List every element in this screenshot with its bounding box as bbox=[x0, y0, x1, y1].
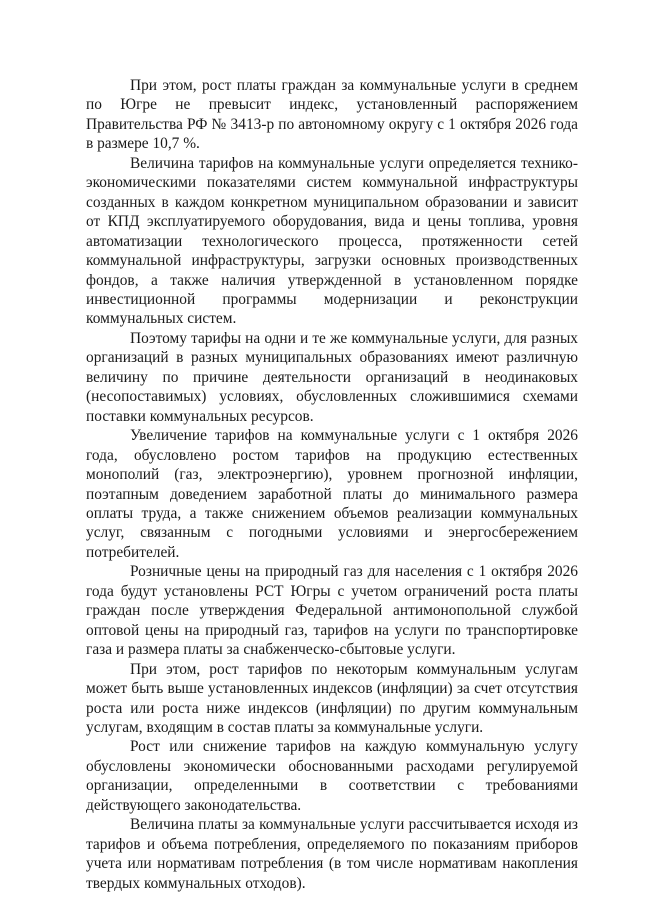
paragraph-tariff-increase-reasons: Увеличение тарифов на коммунальные услуги с 1 октября 2026 года, обусловлено ростом тарифов на продукцию естественных монополий (газ, электроэнергию), уровнем прогнозной инфляции, поэтапным доведением заработной платы до минимального размера оплаты труда, а также снижением объемов реализации коммунальных услуг, связанным с погодными условиями и энергосбережением потребителей. bbox=[86, 427, 578, 561]
document-page bbox=[86, 76, 578, 893]
paragraph-tariff-magnitude: Величина тарифов на коммунальные услуги определяется технико-экономическими показателями систем коммунальной инфраструктуры созданных в каждом конкретном муниципальном образовании и зависит от КПД эксплуатируемого оборудования, вида и цены топлива, уровня автоматизации технологического процесса, протяженности сетей коммунальной инфраструктуры, загрузки основных производственных фондов, а также наличия утвержденной в установленном порядке инвестиционной программы модернизации и реконструкции коммунальных систем. bbox=[86, 154, 578, 328]
paragraph-payment-growth-index: При этом, рост платы граждан за коммунальные услуги в среднем по Югре не превысит индекс, установленный распоряжением Правительства РФ № 3413-р по автономному округу с 1 октября 2026 года в размере 10,7 %. bbox=[86, 77, 578, 153]
paragraph-tariff-change-justification: Рост или снижение тарифов на каждую коммунальную услугу обусловлены экономически обоснованными расходами регулируемой организации, определенными в соответствии с требованиями действующего законодательства. bbox=[86, 738, 578, 814]
paragraph-tariff-differences: Поэтому тарифы на одни и те же коммунальные услуги, для разных организаций в разных муниципальных образованиях имеют различную величину по причине деятельности организаций в неодинаковых (несопоставимых) условиях, обусловленных сложившимися схемами поставки коммунальных ресурсов. bbox=[86, 329, 578, 425]
paragraph-payment-calculation: Величина платы за коммунальные услуги рассчитывается исходя из тарифов и объема потребления, определяемого по показаниям приборов учета или нормативам потребления (в том числе нормативам накопления твердых коммунальных отходов). bbox=[86, 816, 578, 892]
paragraph-tariff-growth-above-index: При этом, рост тарифов по некоторым коммунальным услугам может быть выше установленных индексов (инфляции) за счет отсутствия роста или роста ниже индексов (инфляции) по другим коммунальным услугам, входящим в состав платы за коммунальные услуги. bbox=[86, 660, 578, 736]
paragraph-gas-retail-prices: Розничные цены на природный газ для населения с 1 октября 2026 года будут установлены РСТ Югры с учетом ограничений роста платы граждан после утверждения Федеральной антимонопольной службой оптовой цены на природный газ, тарифов на услуги по транспортировке газа и размера платы за снабженческо-сбытовые услуги. bbox=[86, 563, 578, 659]
